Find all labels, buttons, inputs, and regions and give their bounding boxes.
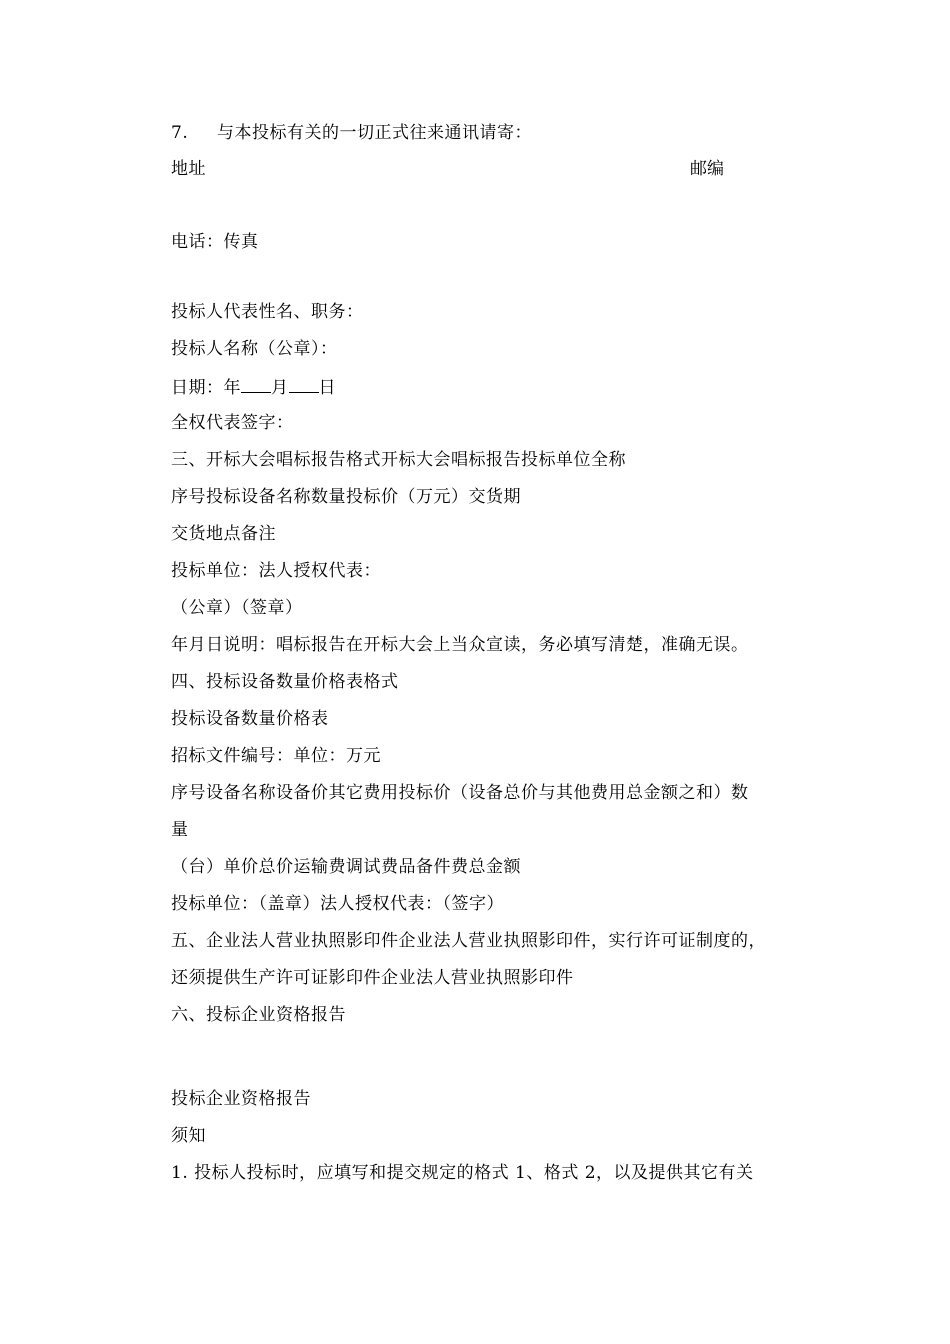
phone-fax-line: 电话：传真 (171, 232, 259, 252)
section-3-heading: 三、开标大会唱标报告格式开标大会唱标报告投标单位全称 (171, 450, 626, 470)
section-6-heading: 六、投标企业资格报告 (171, 1005, 346, 1025)
bid-unit-line: 投标单位：法人授权代表： (171, 561, 381, 581)
note-line: 年月日说明：唱标报告在开标大会上当众宣读，务必填写清楚，准确无误。 (171, 635, 749, 655)
bid-unit-sign-line: 投标单位：（盖章）法人授权代表：（签字） (171, 894, 504, 914)
date-month: 月 (271, 378, 289, 398)
notice-heading: 须知 (171, 1126, 206, 1146)
report-columns-cont: 交货地点备注 (171, 524, 276, 544)
report-columns-line: 序号投标设备名称数量投标价（万元）交货期 (171, 487, 521, 507)
notice-item-1: 1. 投标人投标时，应填写和提交规定的格式 1、格式 2，以及提供其它有关 (171, 1163, 754, 1183)
postcode-label: 邮编 (690, 159, 724, 179)
item-7-line (171, 121, 821, 145)
bidder-name-line: 投标人名称（公章）： (171, 339, 338, 359)
section-5-cont: 还须提供生产许可证影印件企业法人营业执照影印件 (171, 968, 574, 988)
date-prefix: 日期：年 (171, 378, 241, 398)
price-table-title: 投标设备数量价格表 (171, 709, 329, 729)
tender-number-line: 招标文件编号：单位：万元 (171, 746, 381, 766)
representative-line: 投标人代表性名、职务： (171, 302, 364, 322)
signature-line: 全权代表签字： (171, 413, 294, 433)
price-table-subcolumns: （台）单价总价运输费调试费品备件费总金额 (171, 857, 521, 877)
seal-line: （公章）（签章） (171, 598, 303, 618)
item-number: 7. (171, 123, 189, 143)
section-5-heading: 五、企业法人营业执照影印件企业法人营业执照影印件，实行许可证制度的， (171, 931, 766, 951)
qualification-report-title: 投标企业资格报告 (171, 1089, 311, 1109)
date-line (171, 374, 821, 398)
address-label: 地址 (171, 159, 206, 179)
price-table-columns: 序号设备名称设备价其它费用投标价（设备总价与其他费用总金额之和）数 (171, 783, 749, 803)
price-table-columns-cont: 量 (171, 820, 189, 840)
month-blank (241, 374, 271, 393)
item-text: 与本投标有关的一切正式往来通讯请寄： (217, 123, 532, 143)
section-4-heading: 四、投标设备数量价格表格式 (171, 672, 399, 692)
date-day: 日 (318, 378, 336, 398)
day-blank (289, 374, 319, 393)
